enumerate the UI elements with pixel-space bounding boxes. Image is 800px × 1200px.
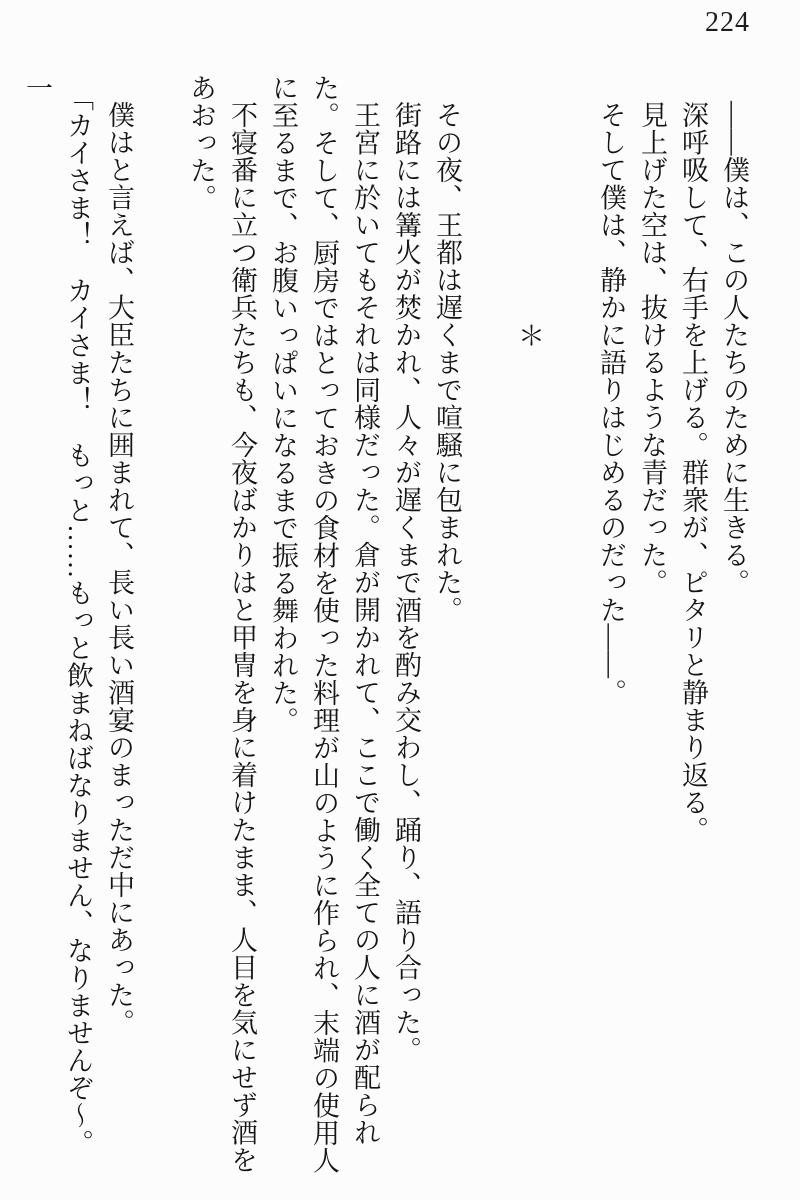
paragraph-night-capital: その夜、王都は遅くまで喧騒に包まれた。 <box>432 101 462 624</box>
paragraph-monologue-4: そして僕は、静かに語りはじめるのだった――。 <box>596 101 626 706</box>
paragraph-guards: 不寝番に立つ衛兵たちも、今夜ばかりはと甲冑を身に着けたまま、人目を気にせず酒をあおった。 <box>186 74 257 1174</box>
paragraph-palace: 王宮に於いてもそれは同様だった。倉が開かれて、ここで働く全ての人に酒が配られた。そして、厨房ではとっておきの食材を使った料理が山のように作られ、末端の使用人に至るまで、お腹いっぱいになるまで振る舞われた。 <box>268 74 380 1174</box>
paragraph-monologue-3: 見上げた空は、抜けるような青だった。 <box>637 101 667 596</box>
paragraph-banquet: 僕はと言えば、大臣たちに囲まれて、長い長い酒宴のまっただ中にあった。 <box>104 101 134 1036</box>
paragraph-monologue-1: ――僕は、この人たちのために生きる。 <box>719 101 749 596</box>
paragraph-monologue-2: 深呼吸して、右手を上げる。群衆が、ピタリと静まり返る。 <box>678 101 708 844</box>
text-body <box>16 74 754 1180</box>
page-number: 224 <box>705 7 750 38</box>
paragraph-dialogue-kai: 「カイさま！ カイさま！ もっと……もっと飲まねばなりません、なりませんぞ～。一 <box>22 74 93 1157</box>
paragraph-streets: 街路には篝火が焚かれ、人々が遅くまで酒を酌み交わし、踊り、語り合った。 <box>391 101 421 1064</box>
scene-break-asterisk: ＊ <box>514 322 544 350</box>
